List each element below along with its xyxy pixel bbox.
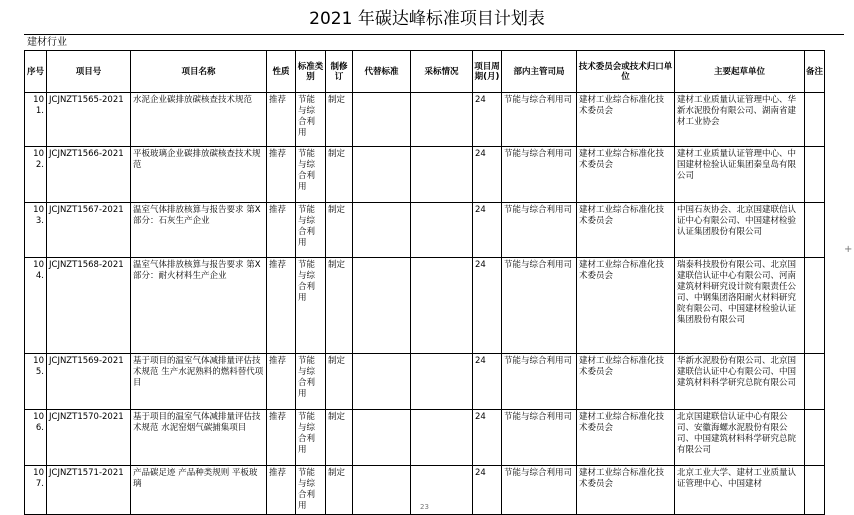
cell-category: 节能与综合利用 bbox=[296, 203, 326, 258]
cell-nature: 推荐 bbox=[267, 147, 296, 203]
header-replace: 代替标准 bbox=[353, 51, 411, 93]
cell-note bbox=[805, 147, 825, 203]
table-row bbox=[25, 258, 825, 354]
cell-period: 24 bbox=[473, 203, 502, 258]
header-seq: 序号 bbox=[25, 51, 47, 93]
cell-dept: 节能与综合利用司 bbox=[502, 203, 577, 258]
header-drafter: 主要起草单位 bbox=[675, 51, 805, 93]
page-number: 23 bbox=[420, 503, 429, 511]
cell-replace bbox=[353, 203, 411, 258]
cell-drafter: 北京工业大学、建材工业质量认证管理中心、中国建材 bbox=[675, 466, 805, 515]
cell-category: 节能与综合利用 bbox=[296, 410, 326, 466]
cell-nature: 推荐 bbox=[267, 354, 296, 410]
cell-code: JCJNZT1569-2021 bbox=[47, 354, 131, 410]
cell-period: 24 bbox=[473, 466, 502, 515]
cell-adopt bbox=[411, 354, 473, 410]
cell-period: 24 bbox=[473, 93, 502, 147]
cell-name: 产品碳足迹 产品种类规则 平板玻璃 bbox=[131, 466, 267, 515]
cell-name: 基于项目的温室气体减排量评估技术规范 水泥窑烟气碳捕集项目 bbox=[131, 410, 267, 466]
cell-seq: 106. bbox=[25, 410, 47, 466]
cell-adopt bbox=[411, 93, 473, 147]
cell-code: JCJNZT1570-2021 bbox=[47, 410, 131, 466]
header-period: 项目周期(月) bbox=[473, 51, 502, 93]
cell-replace bbox=[353, 93, 411, 147]
cell-replace bbox=[353, 410, 411, 466]
cell-nature: 推荐 bbox=[267, 203, 296, 258]
cell-drafter: 建材工业质量认证管理中心、中国建材检验认证集团秦皇岛有限公司 bbox=[675, 147, 805, 203]
cell-period: 24 bbox=[473, 258, 502, 354]
cell-category: 节能与综合利用 bbox=[296, 93, 326, 147]
cell-dept: 节能与综合利用司 bbox=[502, 258, 577, 354]
cell-code: JCJNZT1565-2021 bbox=[47, 93, 131, 147]
header-nature: 性质 bbox=[267, 51, 296, 93]
header-committee: 技术委员会或技术归口单位 bbox=[577, 51, 675, 93]
cell-code: JCJNZT1567-2021 bbox=[47, 203, 131, 258]
cell-note bbox=[805, 203, 825, 258]
table-row bbox=[25, 147, 825, 203]
cell-category: 节能与综合利用 bbox=[296, 466, 326, 515]
cell-code: JCJNZT1566-2021 bbox=[47, 147, 131, 203]
cell-note bbox=[805, 258, 825, 354]
cell-revise: 制定 bbox=[326, 258, 353, 354]
cell-category: 节能与综合利用 bbox=[296, 354, 326, 410]
cell-committee: 建材工业综合标准化技术委员会 bbox=[577, 258, 675, 354]
cell-name: 水泥企业碳排放碳核查技术规范 bbox=[131, 93, 267, 147]
cell-code: JCJNZT1571-2021 bbox=[47, 466, 131, 515]
header-code: 项目号 bbox=[47, 51, 131, 93]
cell-revise: 制定 bbox=[326, 147, 353, 203]
header-name: 项目名称 bbox=[131, 51, 267, 93]
cell-adopt bbox=[411, 147, 473, 203]
cell-period: 24 bbox=[473, 147, 502, 203]
cell-revise: 制定 bbox=[326, 93, 353, 147]
cell-drafter: 瑞泰科技股份有限公司、北京国建联信认证中心有限公司、河南建筑材料研究设计院有限责任公司、中钢集团洛阳耐火材料研究院有限公司、中国建材检验认证集团股份有限公司 bbox=[675, 258, 805, 354]
table-row bbox=[25, 354, 825, 410]
header-dept: 部内主管司局 bbox=[502, 51, 577, 93]
cell-note bbox=[805, 93, 825, 147]
header-adopt: 采标情况 bbox=[411, 51, 473, 93]
cell-period: 24 bbox=[473, 354, 502, 410]
cell-committee: 建材工业综合标准化技术委员会 bbox=[577, 147, 675, 203]
cell-nature: 推荐 bbox=[267, 93, 296, 147]
cell-name: 温室气体排放核算与报告要求 第X部分：石灰生产企业 bbox=[131, 203, 267, 258]
header-category: 标准类别 bbox=[296, 51, 326, 93]
cell-name: 平板玻璃企业碳排放碳核查技术规范 bbox=[131, 147, 267, 203]
header-note: 备注 bbox=[805, 51, 825, 93]
cell-adopt bbox=[411, 203, 473, 258]
cell-committee: 建材工业综合标准化技术委员会 bbox=[577, 354, 675, 410]
cell-adopt bbox=[411, 410, 473, 466]
cell-adopt bbox=[411, 258, 473, 354]
cell-committee: 建材工业综合标准化技术委员会 bbox=[577, 410, 675, 466]
cell-nature: 推荐 bbox=[267, 466, 296, 515]
cell-seq: 107. bbox=[25, 466, 47, 515]
cell-replace bbox=[353, 466, 411, 515]
side-expand-mark[interactable]: + bbox=[844, 244, 853, 255]
table-row bbox=[25, 203, 825, 258]
cell-replace bbox=[353, 147, 411, 203]
cell-drafter: 华新水泥股份有限公司、北京国建联信认证中心有限公司、中国建筑材料科学研究总院有限公司 bbox=[675, 354, 805, 410]
cell-revise: 制定 bbox=[326, 203, 353, 258]
standards-plan-table bbox=[24, 50, 825, 515]
cell-drafter: 建材工业质量认证管理中心、华新水泥股份有限公司、湖南省建材工业协会 bbox=[675, 93, 805, 147]
cell-nature: 推荐 bbox=[267, 410, 296, 466]
cell-seq: 103. bbox=[25, 203, 47, 258]
cell-seq: 104. bbox=[25, 258, 47, 354]
cell-name: 温室气体排放核算与报告要求 第X部分：耐火材料生产企业 bbox=[131, 258, 267, 354]
cell-dept: 节能与综合利用司 bbox=[502, 466, 577, 515]
cell-revise: 制定 bbox=[326, 354, 353, 410]
cell-note bbox=[805, 354, 825, 410]
cell-replace bbox=[353, 354, 411, 410]
cell-nature: 推荐 bbox=[267, 258, 296, 354]
title-divider bbox=[24, 34, 844, 35]
cell-drafter: 北京国建联信认证中心有限公司、安徽海螺水泥股份有限公司、中国建筑材料科学研究总院有限公司 bbox=[675, 410, 805, 466]
cell-note bbox=[805, 466, 825, 515]
cell-code: JCJNZT1568-2021 bbox=[47, 258, 131, 354]
header-revise: 制修订 bbox=[326, 51, 353, 93]
cell-note bbox=[805, 410, 825, 466]
cell-revise: 制定 bbox=[326, 410, 353, 466]
cell-dept: 节能与综合利用司 bbox=[502, 410, 577, 466]
cell-category: 节能与综合利用 bbox=[296, 147, 326, 203]
cell-seq: 101. bbox=[25, 93, 47, 147]
cell-drafter: 中国石灰协会、北京国建联信认证中心有限公司、中国建材检验认证集团股份有限公司 bbox=[675, 203, 805, 258]
cell-name: 基于项目的温室气体减排量评估技术规范 生产水泥熟料的燃料替代项目 bbox=[131, 354, 267, 410]
section-label: 建材行业 bbox=[27, 37, 67, 48]
header-row bbox=[25, 51, 825, 93]
cell-committee: 建材工业综合标准化技术委员会 bbox=[577, 466, 675, 515]
cell-dept: 节能与综合利用司 bbox=[502, 354, 577, 410]
cell-revise: 制定 bbox=[326, 466, 353, 515]
cell-seq: 102. bbox=[25, 147, 47, 203]
cell-committee: 建材工业综合标准化技术委员会 bbox=[577, 93, 675, 147]
cell-period: 24 bbox=[473, 410, 502, 466]
table-row bbox=[25, 410, 825, 466]
document-title: 2021 年碳达峰标准项目计划表 bbox=[309, 9, 545, 29]
cell-dept: 节能与综合利用司 bbox=[502, 93, 577, 147]
cell-dept: 节能与综合利用司 bbox=[502, 147, 577, 203]
table-row bbox=[25, 93, 825, 147]
cell-replace bbox=[353, 258, 411, 354]
cell-seq: 105. bbox=[25, 354, 47, 410]
cell-category: 节能与综合利用 bbox=[296, 258, 326, 354]
cell-committee: 建材工业综合标准化技术委员会 bbox=[577, 203, 675, 258]
